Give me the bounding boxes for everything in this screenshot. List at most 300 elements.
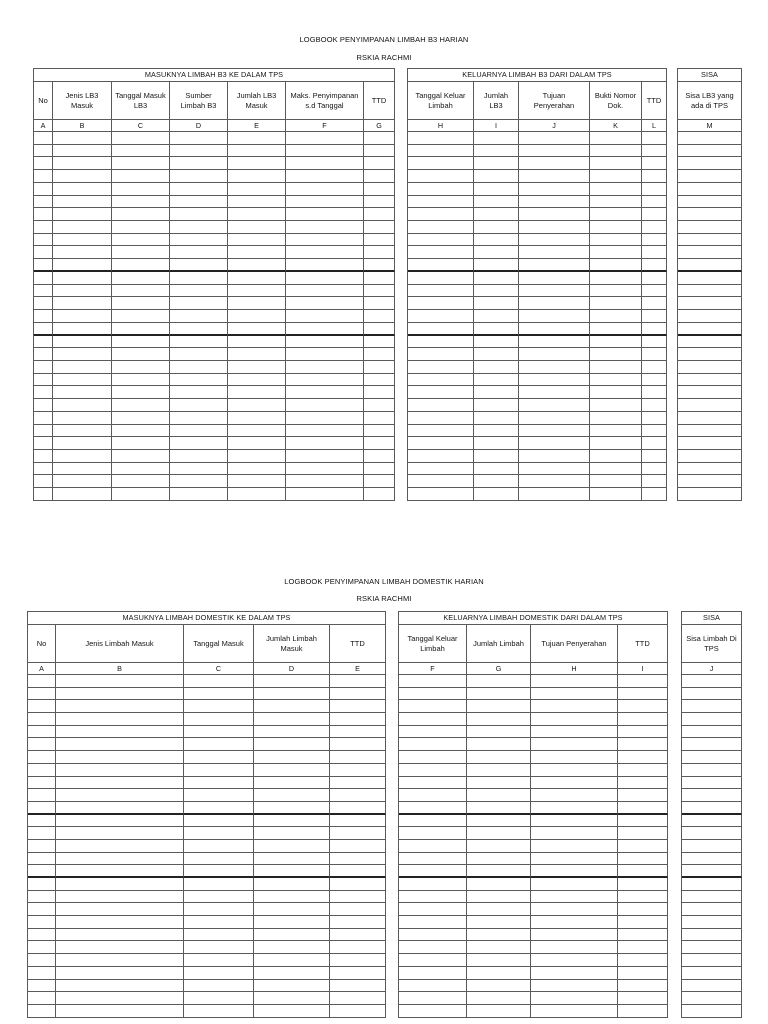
entry-cell [618, 675, 668, 688]
column-header: Jumlah Limbah [467, 625, 531, 663]
entry-cell [590, 259, 642, 272]
entry-cell [330, 853, 386, 866]
entry-cell [519, 374, 590, 387]
entry-cell [364, 183, 395, 196]
column-header: Tujuan Penyerahan [519, 82, 590, 120]
entry-cell [408, 157, 474, 170]
entry-cell [112, 145, 170, 158]
entry-cell [228, 323, 286, 336]
entry-row [408, 425, 667, 438]
entry-cell [184, 954, 254, 967]
entry-cell [184, 840, 254, 853]
entry-cell [330, 700, 386, 713]
entry-cell [112, 297, 170, 310]
entry-cell [590, 221, 642, 234]
entry-row [399, 713, 668, 726]
column-header-row [399, 625, 668, 663]
entry-cell [590, 450, 642, 463]
entry-cell [642, 183, 667, 196]
entry-cell [618, 751, 668, 764]
entry-cell [590, 196, 642, 209]
entry-cell [286, 259, 364, 272]
entry-cell [286, 183, 364, 196]
entry-cell [467, 777, 531, 790]
entry-cell [531, 764, 618, 777]
entry-row [408, 285, 667, 298]
entry-cell [28, 738, 56, 751]
entry-cell [254, 929, 330, 942]
entry-cell [399, 726, 467, 739]
column-letter: C [112, 120, 170, 132]
entry-cell [228, 285, 286, 298]
entry-cell [519, 463, 590, 476]
entry-row [408, 361, 667, 374]
entry-cell [286, 196, 364, 209]
entry-cell [408, 132, 474, 145]
entry-row [408, 183, 667, 196]
entry-cell [28, 980, 56, 993]
entry-row [678, 323, 742, 336]
entry-row [682, 878, 742, 891]
entry-row [678, 132, 742, 145]
entry-cell [467, 802, 531, 815]
entry-cell [474, 348, 519, 361]
entry-cell [53, 450, 112, 463]
entry-cell [408, 323, 474, 336]
entry-cell [531, 878, 618, 891]
entry-cell [28, 713, 56, 726]
entry-cell [286, 246, 364, 259]
entry-cell [408, 336, 474, 349]
entry-cell [399, 967, 467, 980]
entry-cell [474, 234, 519, 247]
entry-cell [228, 475, 286, 488]
entry-row [408, 386, 667, 399]
entry-cell [112, 310, 170, 323]
entry-row [34, 259, 395, 272]
entry-cell [254, 726, 330, 739]
entry-cell [467, 903, 531, 916]
entry-cell [53, 145, 112, 158]
entry-cell [28, 840, 56, 853]
section-keluar [407, 68, 667, 501]
entry-cell [682, 802, 742, 815]
entry-row [28, 916, 386, 929]
entry-cell [254, 903, 330, 916]
entry-cell [53, 348, 112, 361]
entry-cell [408, 450, 474, 463]
entry-cell [590, 208, 642, 221]
column-header-row [682, 625, 742, 663]
column-letter: F [286, 120, 364, 132]
entry-cell [642, 259, 667, 272]
entry-cell [286, 272, 364, 285]
entry-cell [53, 259, 112, 272]
entry-cell [399, 865, 467, 878]
entry-cell [56, 929, 184, 942]
entry-cell [682, 827, 742, 840]
entry-row [682, 992, 742, 1005]
entry-cell [330, 929, 386, 942]
entry-cell [474, 259, 519, 272]
entry-cell [682, 967, 742, 980]
section-heading: MASUKNYA LIMBAH DOMESTIK KE DALAM TPS [28, 612, 386, 625]
entry-cell [56, 916, 184, 929]
entry-cell [678, 348, 742, 361]
entry-cell [53, 297, 112, 310]
entry-cell [330, 865, 386, 878]
entry-cell [34, 488, 53, 501]
entry-cell [184, 992, 254, 1005]
entry-cell [364, 323, 395, 336]
entry-row [399, 980, 668, 993]
entry-cell [184, 941, 254, 954]
entry-cell [618, 789, 668, 802]
entry-cell [34, 285, 53, 298]
entry-cell [170, 246, 228, 259]
entry-cell [53, 157, 112, 170]
entry-cell [590, 425, 642, 438]
entry-row [34, 386, 395, 399]
entry-cell [682, 700, 742, 713]
entry-row [34, 272, 395, 285]
entry-cell [364, 170, 395, 183]
entry-cell [34, 323, 53, 336]
entry-cell [642, 297, 667, 310]
entry-cell [474, 221, 519, 234]
entry-row [408, 463, 667, 476]
entry-cell [170, 450, 228, 463]
entry-cell [590, 488, 642, 501]
entry-cell [330, 764, 386, 777]
entry-row [28, 865, 386, 878]
entry-cell [330, 992, 386, 1005]
entry-row [34, 196, 395, 209]
entry-row [28, 777, 386, 790]
entry-cell [184, 738, 254, 751]
entry-cell [467, 713, 531, 726]
entry-cell [170, 399, 228, 412]
entry-cell [228, 374, 286, 387]
entry-cell [112, 488, 170, 501]
entry-cell [618, 815, 668, 828]
column-header: Sisa LB3 yang ada di TPS [678, 82, 742, 120]
entry-row [28, 954, 386, 967]
entry-cell [642, 361, 667, 374]
entry-cell [519, 272, 590, 285]
entry-cell [678, 374, 742, 387]
entry-cell [53, 437, 112, 450]
entry-cell [254, 713, 330, 726]
entry-cell [474, 323, 519, 336]
entry-cell [34, 310, 53, 323]
entry-cell [467, 865, 531, 878]
entry-cell [170, 412, 228, 425]
column-header: TTD [618, 625, 668, 663]
entry-cell [170, 234, 228, 247]
column-letter: D [170, 120, 228, 132]
entry-row [399, 954, 668, 967]
entry-cell [56, 967, 184, 980]
column-header: Sumber Limbah B3 [170, 82, 228, 120]
entry-row [399, 967, 668, 980]
entry-cell [228, 386, 286, 399]
entry-cell [642, 272, 667, 285]
entry-row [34, 323, 395, 336]
entry-cell [112, 399, 170, 412]
entry-cell [56, 713, 184, 726]
entry-cell [408, 463, 474, 476]
entry-cell [682, 777, 742, 790]
entry-cell [531, 865, 618, 878]
entry-cell [53, 221, 112, 234]
column-letter: J [682, 663, 742, 675]
entry-row [408, 450, 667, 463]
entry-row [678, 488, 742, 501]
entry-cell [474, 386, 519, 399]
column-letter: H [531, 663, 618, 675]
entry-cell [678, 488, 742, 501]
entry-cell [34, 361, 53, 374]
entry-cell [34, 272, 53, 285]
entry-cell [590, 234, 642, 247]
entry-cell [682, 840, 742, 853]
entry-cell [399, 738, 467, 751]
entry-row [28, 941, 386, 954]
entry-cell [56, 853, 184, 866]
entry-cell [228, 272, 286, 285]
entry-cell [399, 751, 467, 764]
entry-cell [678, 246, 742, 259]
entry-cell [170, 297, 228, 310]
entry-cell [286, 361, 364, 374]
entry-cell [531, 954, 618, 967]
entry-row [28, 1005, 386, 1018]
entry-row [34, 310, 395, 323]
entry-cell [28, 853, 56, 866]
entry-cell [642, 348, 667, 361]
column-letter: C [184, 663, 254, 675]
entry-cell [28, 954, 56, 967]
entry-cell [642, 234, 667, 247]
entry-cell [170, 488, 228, 501]
entry-cell [112, 246, 170, 259]
entry-row [28, 726, 386, 739]
entry-row [399, 751, 668, 764]
entry-cell [618, 891, 668, 904]
entry-row [28, 929, 386, 942]
entry-cell [474, 285, 519, 298]
entry-cell [34, 246, 53, 259]
entry-row [408, 208, 667, 221]
entry-cell [286, 336, 364, 349]
entry-cell [590, 145, 642, 158]
entry-cell [364, 285, 395, 298]
entry-cell [34, 157, 53, 170]
entry-cell [408, 234, 474, 247]
entry-cell [34, 437, 53, 450]
entry-row [682, 853, 742, 866]
entry-row [408, 196, 667, 209]
entry-cell [112, 234, 170, 247]
column-header: Tanggal Masuk LB3 [112, 82, 170, 120]
entry-row [682, 827, 742, 840]
entry-row [34, 399, 395, 412]
entry-cell [228, 463, 286, 476]
entry-cell [474, 196, 519, 209]
entry-cell [28, 1005, 56, 1018]
entry-cell [364, 196, 395, 209]
entry-row [678, 221, 742, 234]
entry-cell [618, 916, 668, 929]
entry-cell [682, 878, 742, 891]
entry-cell [56, 941, 184, 954]
entry-cell [286, 145, 364, 158]
entry-cell [618, 853, 668, 866]
entry-row [408, 348, 667, 361]
entry-cell [56, 700, 184, 713]
entry-cell [519, 183, 590, 196]
entry-cell [228, 348, 286, 361]
entry-cell [642, 285, 667, 298]
entry-cell [286, 412, 364, 425]
section-heading-row [682, 612, 742, 625]
entry-cell [467, 700, 531, 713]
entry-cell [590, 323, 642, 336]
entry-row [408, 246, 667, 259]
entry-cell [618, 954, 668, 967]
entry-cell [399, 853, 467, 866]
entry-cell [330, 827, 386, 840]
entry-cell [364, 374, 395, 387]
entry-row [28, 827, 386, 840]
entry-cell [254, 751, 330, 764]
entry-cell [34, 412, 53, 425]
section-masuk [27, 611, 386, 1018]
entry-cell [519, 132, 590, 145]
entry-cell [618, 777, 668, 790]
entry-cell [364, 399, 395, 412]
column-header-row [34, 82, 395, 120]
entry-cell [112, 259, 170, 272]
column-header: TTD [364, 82, 395, 120]
entry-row [34, 246, 395, 259]
entry-row [678, 246, 742, 259]
entry-cell [682, 738, 742, 751]
entry-cell [170, 437, 228, 450]
entry-cell [474, 183, 519, 196]
entry-cell [254, 688, 330, 701]
entry-row [399, 688, 668, 701]
entry-cell [531, 916, 618, 929]
entry-row [682, 815, 742, 828]
column-letter: F [399, 663, 467, 675]
entry-cell [618, 764, 668, 777]
entry-cell [519, 412, 590, 425]
entry-cell [678, 285, 742, 298]
entry-cell [364, 208, 395, 221]
entry-row [28, 840, 386, 853]
entry-cell [408, 488, 474, 501]
entry-cell [531, 789, 618, 802]
entry-cell [682, 789, 742, 802]
entry-cell [286, 348, 364, 361]
entry-cell [682, 941, 742, 954]
entry-row [399, 675, 668, 688]
entry-cell [531, 726, 618, 739]
column-letter-row [28, 663, 386, 675]
entry-cell [56, 764, 184, 777]
entry-cell [28, 777, 56, 790]
entry-cell [467, 929, 531, 942]
entry-cell [53, 208, 112, 221]
entry-cell [519, 348, 590, 361]
entry-row [678, 386, 742, 399]
column-header-row [408, 82, 667, 120]
entry-cell [170, 221, 228, 234]
entry-row [678, 157, 742, 170]
entry-cell [474, 463, 519, 476]
entry-row [678, 297, 742, 310]
entry-cell [467, 1005, 531, 1018]
entry-cell [184, 980, 254, 993]
entry-row [28, 980, 386, 993]
entry-cell [286, 221, 364, 234]
entry-cell [467, 764, 531, 777]
entry-row [399, 903, 668, 916]
entry-cell [228, 196, 286, 209]
entry-cell [682, 1005, 742, 1018]
entry-cell [682, 865, 742, 878]
entry-cell [519, 399, 590, 412]
entry-cell [519, 234, 590, 247]
entry-cell [184, 688, 254, 701]
entry-cell [254, 916, 330, 929]
entry-cell [170, 132, 228, 145]
entry-row [408, 145, 667, 158]
entry-cell [184, 802, 254, 815]
entry-row [682, 726, 742, 739]
entry-cell [112, 221, 170, 234]
entry-cell [364, 272, 395, 285]
entry-cell [330, 726, 386, 739]
entry-cell [364, 221, 395, 234]
entry-cell [399, 891, 467, 904]
entry-row [408, 132, 667, 145]
entry-cell [678, 297, 742, 310]
entry-cell [519, 437, 590, 450]
entry-cell [519, 297, 590, 310]
entry-row [682, 738, 742, 751]
entry-cell [228, 488, 286, 501]
entry-cell [56, 992, 184, 1005]
entry-cell [642, 399, 667, 412]
entry-cell [286, 157, 364, 170]
entry-cell [330, 840, 386, 853]
entry-cell [682, 675, 742, 688]
column-letter: B [53, 120, 112, 132]
entry-row [678, 463, 742, 476]
entry-cell [56, 878, 184, 891]
entry-cell [618, 713, 668, 726]
entry-cell [467, 789, 531, 802]
entry-row [408, 323, 667, 336]
entry-row [34, 348, 395, 361]
column-header: TTD [642, 82, 667, 120]
entry-row [678, 272, 742, 285]
entry-cell [184, 853, 254, 866]
entry-cell [408, 221, 474, 234]
